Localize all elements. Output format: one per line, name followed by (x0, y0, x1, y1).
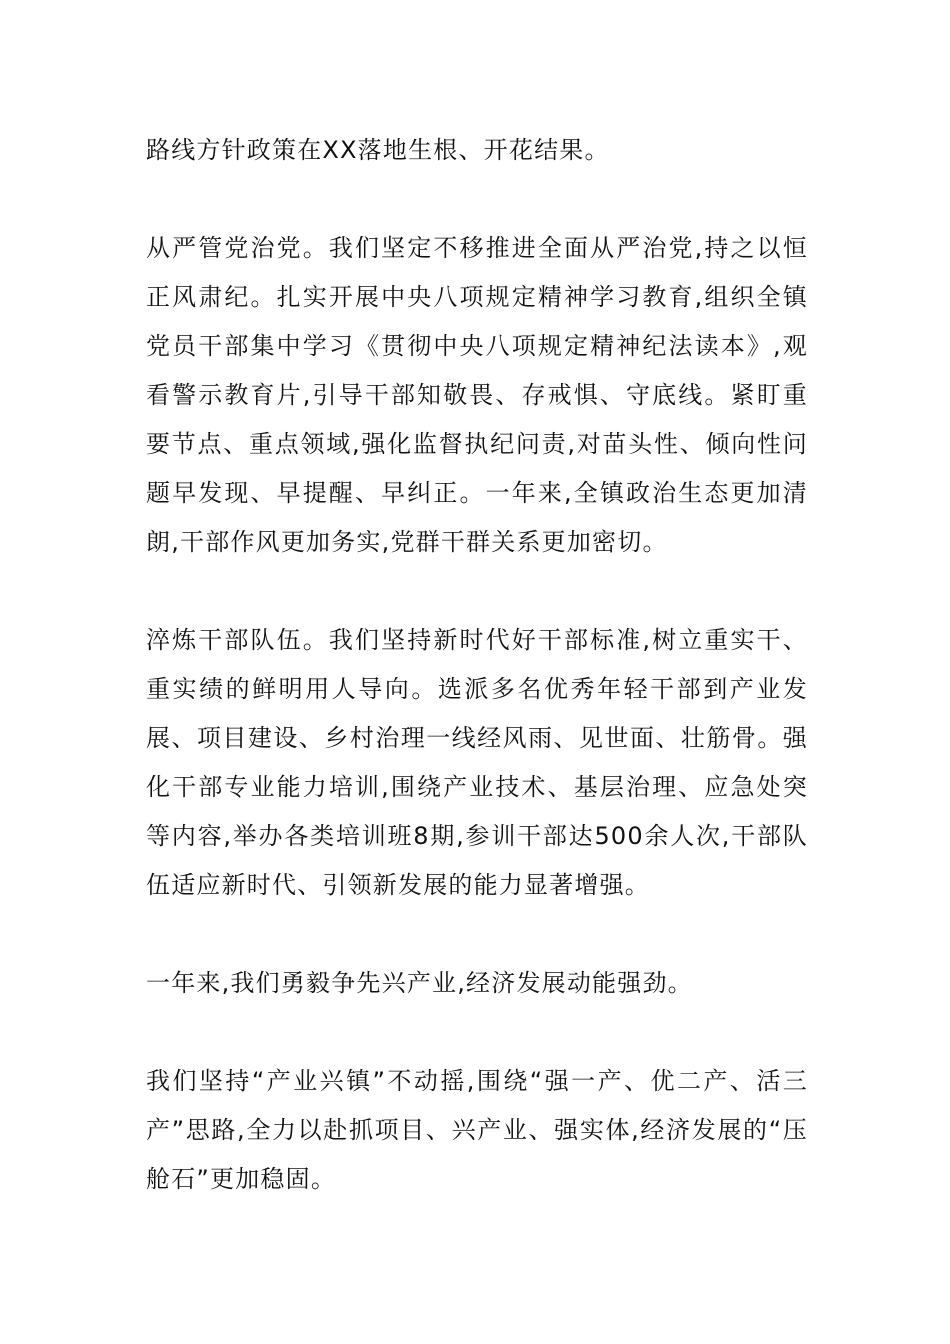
paragraph-cadre-training: 淬炼干部队伍。我们坚持新时代好干部标准,树立重实干、重实绩的鲜明用人导向。选派多名优秀年轻干部到产业发展、项目建设、乡村治理一线经风雨、见世面、壮筋骨。强化干部专业能力培训,围绕产业技术、基层治理、应急处突等内容,举办各类培训班8期,参训干部达500余人次,干部队伍适应新时代、引领新发展的能力显著增强。 (146, 626, 808, 899)
paragraph-industry-strategy: 我们坚持“产业兴镇”不动摇,围绕“强一产、优二产、活三产”思路,全力以赴抓项目、兴产业、强实体,经济发展的“压舱石”更加稳固。 (146, 1067, 808, 1193)
paragraph-policy-rooting: 路线方针政策在XX落地生根、开花结果。 (146, 136, 610, 164)
document-body (146, 126, 808, 1253)
paragraph-strict-party-governance: 从严管党治党。我们坚定不移推进全面从严治党,持之以恒正风肃纪。扎实开展中央八项规定精神学习教育,组织全镇党员干部集中学习《贯彻中央八项规定精神纪法读本》,观看警示教育片,引导干部知敬畏、存戒惧、守底线。紧盯重要节点、重点领域,强化监督执纪问责,对苗头性、倾向性问题早发现、早提醒、早纠正。一年来,全镇政治生态更加清朗,干部作风更加务实,党群干群关系更加密切。 (146, 234, 808, 556)
paragraph-industry-summary: 一年来,我们勇毅争先兴产业,经济发展动能强劲。 (146, 969, 693, 997)
